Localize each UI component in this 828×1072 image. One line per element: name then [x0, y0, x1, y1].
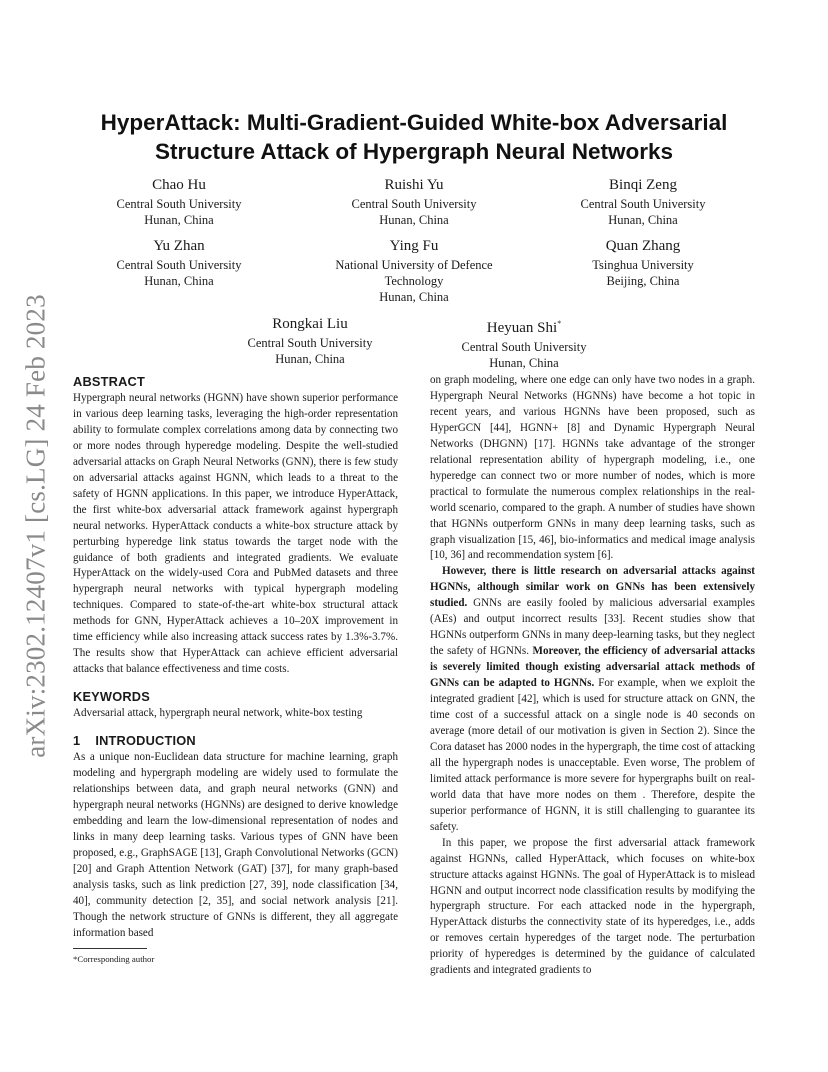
author-name: Heyuan Shi: [486, 320, 558, 336]
abstract-heading: ABSTRACT: [73, 374, 145, 389]
author-block: [95, 175, 263, 228]
text-run: For example, when we exploit the integrated gradient [42], which is used for structure attack on GNN, the time cost of a successful attack on a single node is 40 seconds on average (more detail of our motivation is given in Section 2). Since the Cora dataset has 2000 nodes in the hypergraph, the time cost of attacking all the hypergraph nodes is unacceptable. Even worse, The problem of limited attack performance is more severe for hypergraphs built on real-world data that have more nodes on them . Therefore, despite the superior performance of HGNN, it is still challenging to guarantee its safety.: [430, 677, 756, 833]
author-affiliation: Central South University: [461, 340, 587, 354]
footnote-rule: [73, 948, 147, 949]
author-name: Yu Zhan: [153, 238, 205, 254]
footnote: *Corresponding author: [73, 953, 155, 964]
emphasis: However, there is little research on adversarial attacks against HGNNs, although similar work on GNNs has been extensively studied.: [430, 565, 755, 610]
abstract-text: Hypergraph neural networks (HGNN) have shown superior performance in various deep learning tasks, leveraging the high-order representation ability to formulate complex correlations among data by connecting two or more nodes through hyperedge modeling. Despite the well-studied adversarial attacks on Graph Neural Networks (GNN), there is few study on adversarial attacks against HGNN, which leads to a threat to the safety of HGNN applications. In this paper, we introduce HyperAttack, the first white-box adversarial attack framework against hypergraph neural networks. HyperAttack conducts a white-box structure attack by perturbing hyperedge link status towards the target node with the guidance of both gradients and integrated gradients. We evaluate HyperAttack on the widely-used Cora and PubMed datasets and three hypergraph neural networks with typical hypergraph modeling techniques. Compared to state-of-the-art white-box structural attack methods for GNN, HyperAttack achieves a 10–20X improvement in time efficiency while also increasing attack success rates by 1.3%-3.7%. The results show that HyperAttack can achieve efficient adversarial attacks that balance effectiveness and time costs.: [73, 392, 398, 676]
author-block: [558, 236, 728, 289]
author-location: Hunan, China: [379, 213, 449, 227]
text-run: GNNs are easily fooled by malicious adversarial examples (AEs) and output incorrect results [33]. Recent studies show that HGNNs outperform GNNs in many deep-learning tasks, but they neglect the safety of HGNNs.: [430, 597, 755, 658]
emphasis: Moreover, the efficiency of adversarial attacks is severely limited though existing adversarial attack methods of GNNs can be adapted to HGNNs.: [430, 645, 755, 690]
author-block: [95, 236, 263, 289]
paper-title: [70, 108, 758, 166]
paragraph: [430, 564, 755, 835]
right-column: [430, 373, 755, 979]
author-affiliation: Central South University: [247, 336, 373, 350]
corresponding-mark: *: [557, 319, 562, 328]
introduction-heading: 1 INTRODUCTION: [73, 733, 196, 749]
author-affiliation: Central South University: [351, 197, 477, 211]
arxiv-stamp-text: arXiv:2302.12407v1 [cs.LG] 24 Feb 2023: [20, 294, 51, 758]
author-affiliation: Central South University: [580, 197, 706, 211]
author-affiliation: Central South University: [116, 197, 242, 211]
author-location: Hunan, China: [608, 213, 678, 227]
author-location: Hunan, China: [379, 290, 449, 304]
author-name: Ruishi Yu: [384, 177, 444, 193]
author-location: Hunan, China: [144, 274, 214, 288]
title-line-2: Structure Attack of Hypergraph Neural Networks: [154, 139, 674, 164]
author-name: Ying Fu: [389, 238, 439, 254]
author-name: Rongkai Liu: [272, 316, 348, 332]
author-name: Quan Zhang: [605, 238, 681, 254]
author-location: Beijing, China: [606, 274, 680, 288]
author-affiliation: National University of Defence: [335, 258, 493, 272]
author-block: [220, 314, 400, 367]
author-block: [558, 175, 728, 228]
author-affiliation: Tsinghua University: [592, 258, 694, 272]
author-block: [320, 236, 508, 305]
author-block: [434, 314, 614, 371]
author-location: Hunan, China: [144, 213, 214, 227]
author-block: [320, 175, 508, 228]
author-name-row: [434, 314, 614, 338]
paragraph: In this paper, we propose the first adversarial attack framework against HGNNs, called HyperAttack, which focuses on white-box structure attacks against HGNNs. The goal of HyperAttack is to mislead HGNN and output incorrect node classification results by modifying the hypergraph structure. For each attacked node in the hypergraph, HyperAttack disturbs the connectivity state of its hyperedges, i.e., adds or removes certain hyperedges of the target node. The perturbation priority of hyperedges is determined by the guidance of calculated gradients and integrated gradients to: [430, 836, 755, 977]
author-affiliation: Central South University: [116, 258, 242, 272]
arxiv-stamp: [18, 286, 54, 766]
title-line-1: HyperAttack: Multi-Gradient-Guided White-box Adversarial: [100, 110, 728, 135]
keywords-text: Adversarial attack, hypergraph neural network, white-box testing: [73, 707, 363, 720]
author-name: Binqi Zeng: [609, 177, 677, 193]
keywords-heading: KEYWORDS: [73, 689, 150, 705]
left-column: [73, 373, 398, 965]
author-location: Hunan, China: [489, 356, 559, 370]
author-location: Hunan, China: [275, 352, 345, 366]
paragraph: on graph modeling, where one edge can only have two nodes in a graph. Hypergraph Neural Networks (HGNNs) have become a hot topic in recent years, and various HGNNs have been proposed, such as HyperGCN [44], HGNN+ [8] and Dynamic Hypergraph Neural Networks (DHGNN) [17]. HGNNs take advantage of the stronger relational representation ability of hypergraph modeling, i.e., one hyperedge can connect two or more number of nodes, which is more practical to formulate the numerous complex relationships in the real-world scenario, compared to the graph. A number of studies have shown that HGNNs outperform GNNs in many deep learning tasks, such as graph visualization [15, 46], bio-informatics and medical image analysis [10, 36] and recommendation system [6].: [430, 374, 755, 562]
author-affiliation-line-2: Technology: [384, 274, 444, 288]
author-name: Chao Hu: [152, 177, 206, 193]
introduction-paragraph: As a unique non-Euclidean data structure for machine learning, graph modeling and hypergraph modeling are widely used to formulate the relationships between data, and graph neural networks (GNN) and hypergraph neural networks (HGNNs) are designed to derive knowledge embedding and learn the low-dimensional representation of nodes and links in many deep learning tasks. Various types of GNN have been proposed, e.g., GraphSAGE [13], Graph Convolutional Networks (GCN) [20] and Graph Attention Network (GAT) [37], for many graph-based analysis tasks, such as link prediction [27, 39], node classification [34, 40], community detection [2, 35], and social network analysis [21]. Though the network structure of GNNs is different, they all aggregate information based: [73, 751, 398, 939]
